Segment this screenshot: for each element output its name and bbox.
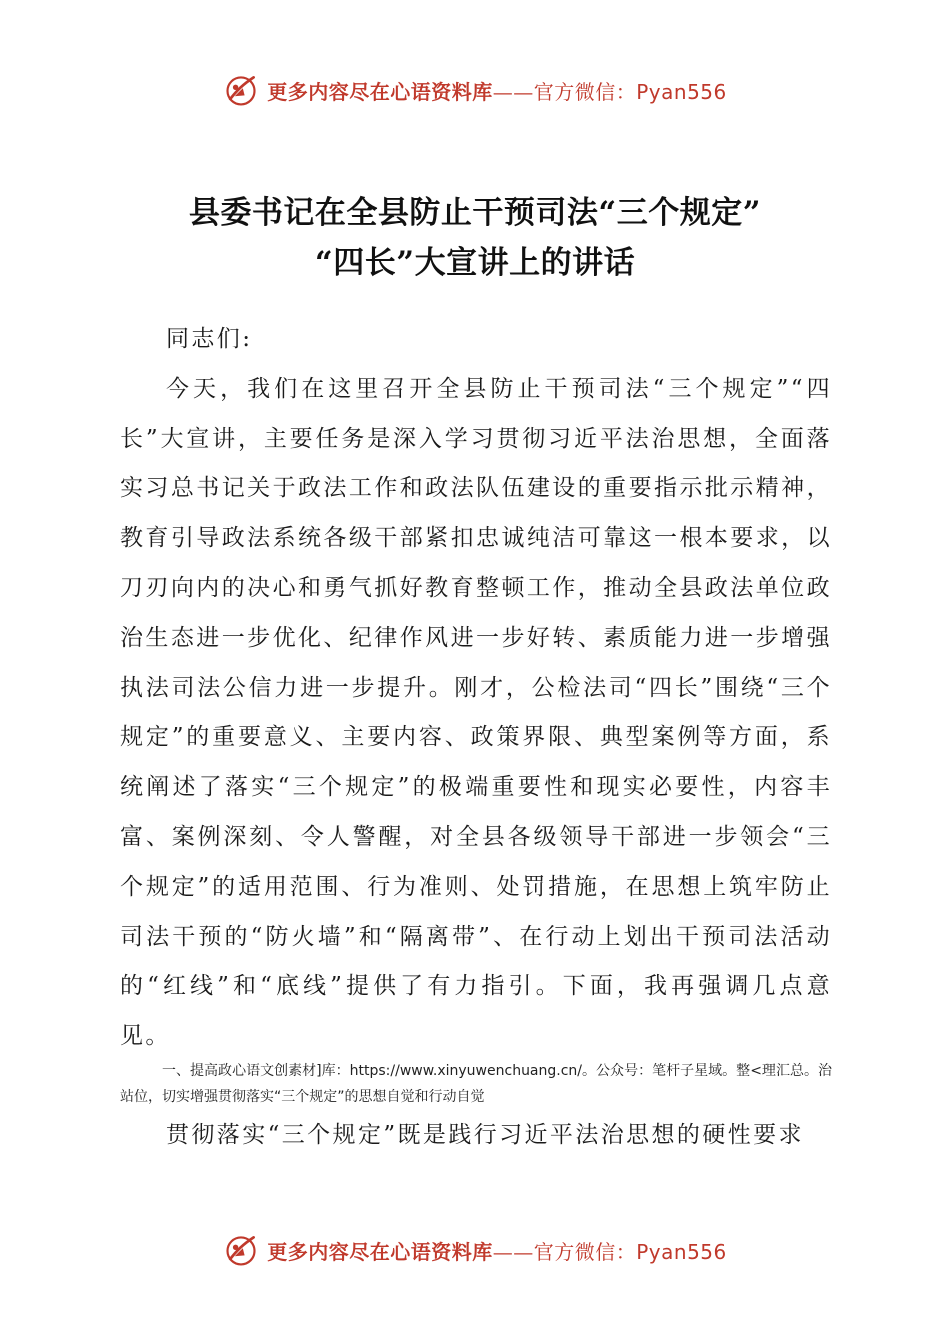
footer-banner-main: 更多内容尽在心语资料库: [267, 1239, 493, 1264]
footer-banner-wechat-label: 官方微信：: [533, 1239, 637, 1264]
footer-banner-separator: ——: [492, 1239, 534, 1264]
header-banner-content: [223, 72, 727, 108]
salutation: 同志们:: [166, 326, 253, 352]
brand-logo-icon: [223, 72, 259, 108]
document-body-continued: [120, 1111, 832, 1161]
footer-banner-text: [267, 1236, 727, 1265]
paragraph-2: 贯彻落实“三个规定”既是践行习近平法治思想的硬性要求: [166, 1122, 804, 1148]
document-body: [120, 315, 832, 1062]
title-line-1: 县委书记在全县防止干预司法“三个规定”: [188, 195, 762, 231]
title-line-2: “四长”大宣讲上的讲话: [314, 245, 636, 281]
section-note: 一、提高政心语文创素材]库：https://www.xinyuwenchuang.cn/。公众号：笔杆子星域。整<理汇总。治站位，切实增强贯彻落实“三个规定”的思想自觉和行动自觉: [120, 1063, 832, 1105]
document-title: [0, 188, 950, 288]
header-banner: [0, 72, 950, 108]
header-banner-wechat-label: 官方微信：: [533, 79, 637, 104]
footer-banner: [0, 1232, 950, 1268]
header-banner-main: 更多内容尽在心语资料库: [267, 79, 493, 104]
header-banner-text: [267, 76, 727, 105]
paragraph-1: 今天，我们在这里召开全县防止干预司法“三个规定”“四长”大宣讲，主要任务是深入学习贯彻习近平法治思想，全面落实习总书记关于政法工作和政法队伍建设的重要指示批示精神，教育引导政法系统各级干部紧扣忠诚纯洁可靠这一根本要求，以刀刃向内的决心和勇气抓好教育整顿工作，推动全县政法单位政治生态进一步优化、纪律作风进一步好转、素质能力进一步增强执法司法公信力进一步提升。刚才，公检法司“四长”围绕“三个规定”的重要意义、主要内容、政策界限、典型案例等方面，系统阐述了落实“三个规定”的极端重要性和现实必要性，内容丰富、案例深刻、令人警醒，对全县各级领导干部进一步领会“三个规定”的适用范围、行为准则、处罚措施，在思想上筑牢防止司法干预的“防火墙”和“隔离带”、在行动上划出干预司法活动的“红线”和“底线”提供了有力指引。下面，我再强调几点意见。: [120, 375, 832, 1050]
header-banner-separator: ——: [492, 79, 534, 104]
header-banner-wechat-id: Pyan556: [636, 79, 727, 104]
brand-logo-icon: [223, 1232, 259, 1268]
footer-banner-wechat-id: Pyan556: [636, 1239, 727, 1264]
footer-banner-content: [223, 1232, 727, 1268]
